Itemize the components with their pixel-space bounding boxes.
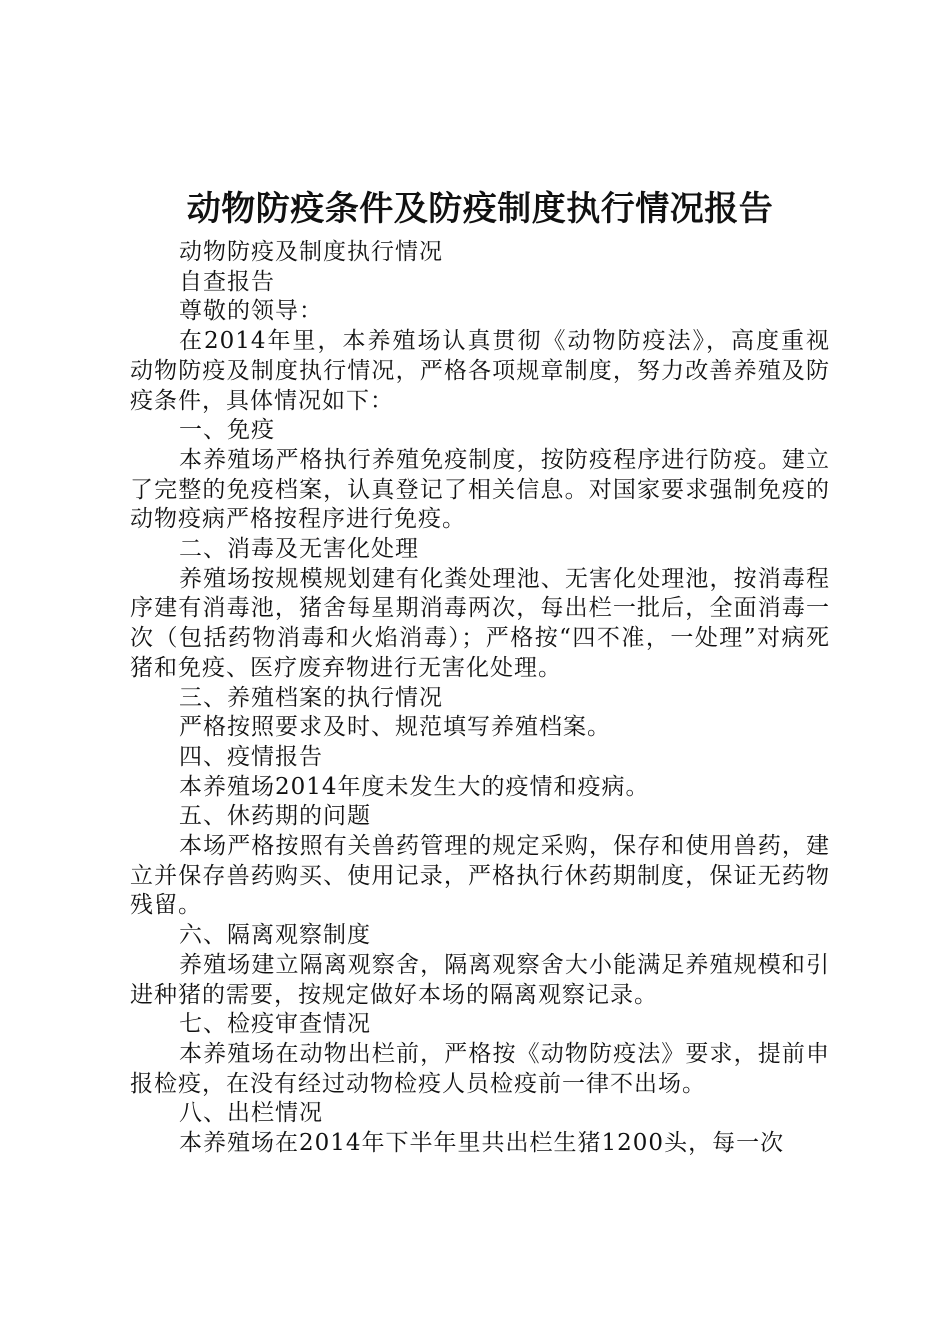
section-paragraph: 养殖场按规模规划建有化粪处理池、无害化处理池，按消毒程序建有消毒池，猪舍每星期消毒两次，每出栏一批后，全面消毒一次（包括药物消毒和火焰消毒）；严格按“四不准，一处理”对病死猪和免疫、医疗废弃物进行无害化处理。: [130, 565, 830, 681]
salutation: 尊敬的领导：: [179, 298, 323, 325]
section-paragraph: 严格按照要求及时、规范填写养殖档案。: [179, 714, 611, 741]
section-heading: 七、检疫审查情况: [179, 1011, 371, 1038]
section-paragraph: 本养殖场2014年度未发生大的疫情和疫病。: [179, 773, 650, 800]
subtitle-line: 自查报告: [179, 268, 275, 295]
section-heading: 二、消毒及无害化处理: [179, 536, 419, 563]
intro-paragraph: 在2014年里，本养殖场认真贯彻《动物防疫法》，高度重视动物防疫及制度执行情况，严格各项规章制度，努力改善养殖及防疫条件，具体情况如下：: [130, 328, 830, 414]
section-heading: 一、免疫: [179, 417, 275, 444]
section-heading: 八、出栏情况: [179, 1100, 323, 1127]
document-title: 动物防疫条件及防疫制度执行情况报告: [186, 189, 774, 229]
section-paragraph: 本养殖场在2014年下半年里共出栏生猪1200头，每一次: [179, 1130, 785, 1157]
section-heading: 三、养殖档案的执行情况: [179, 684, 443, 711]
section-paragraph: 本养殖场在动物出栏前，严格按《动物防疫法》要求，提前申报检疫，在没有经过动物检疫人员检疫前一律不出场。: [130, 1040, 830, 1097]
section-paragraph: 本场严格按照有关兽药管理的规定采购，保存和使用兽药，建立并保存兽药购买、使用记录，严格执行休药期制度，保证无药物残留。: [130, 833, 830, 919]
section-heading: 四、疫情报告: [179, 743, 323, 770]
document-page: [130, 180, 830, 1159]
section-heading: 五、休药期的问题: [179, 803, 371, 830]
section-heading: 六、隔离观察制度: [179, 922, 371, 949]
section-paragraph: 本养殖场严格执行养殖免疫制度，按防疫程序进行防疫。建立了完整的免疫档案，认真登记了相关信息。对国家要求强制免疫的动物疫病严格按程序进行免疫。: [130, 446, 830, 533]
subtitle-line: 动物防疫及制度执行情况: [179, 239, 443, 265]
section-paragraph: 养殖场建立隔离观察舍，隔离观察舍大小能满足养殖规模和引进种猪的需要，按规定做好本场的隔离观察记录。: [130, 951, 830, 1008]
